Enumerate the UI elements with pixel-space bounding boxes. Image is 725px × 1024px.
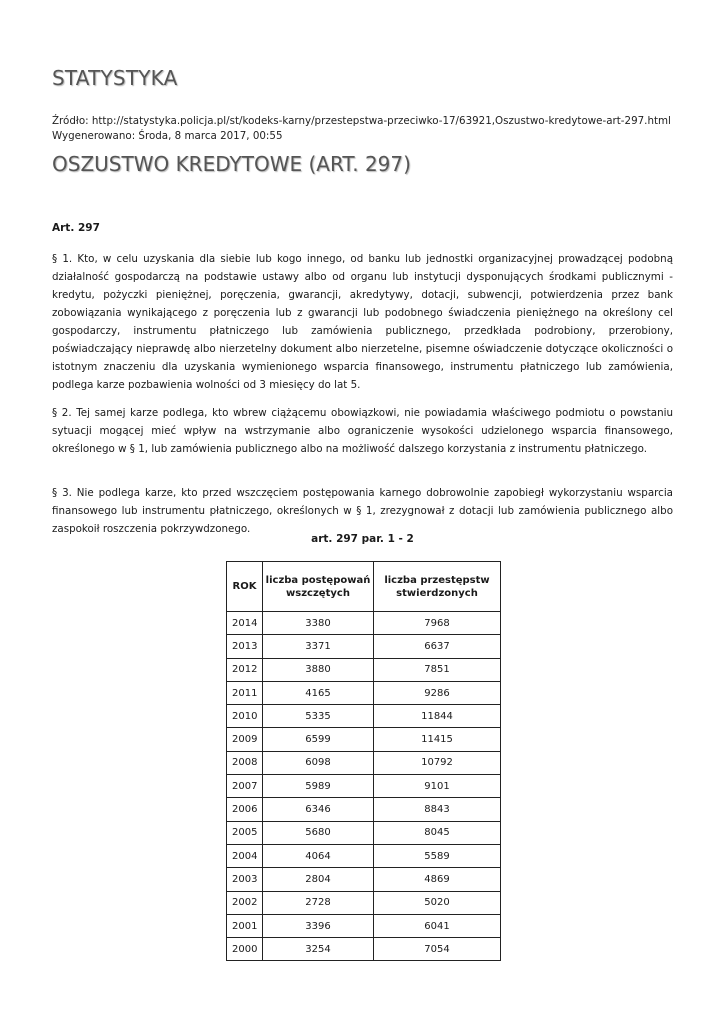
cell-offences: 7054 (374, 938, 501, 961)
cell-proceedings: 2728 (263, 891, 374, 914)
cell-year: 2013 (227, 635, 263, 658)
cell-proceedings: 6599 (263, 728, 374, 751)
cell-offences: 4869 (374, 868, 501, 891)
cell-proceedings: 5680 (263, 821, 374, 844)
document-meta (52, 114, 671, 144)
cell-offences: 6637 (374, 635, 501, 658)
cell-offences: 11844 (374, 705, 501, 728)
table-header-row (227, 562, 501, 612)
cell-proceedings: 6346 (263, 798, 374, 821)
cell-offences: 7968 (374, 612, 501, 635)
cell-offences: 8843 (374, 798, 501, 821)
table-row (227, 751, 501, 774)
cell-year: 2000 (227, 938, 263, 961)
cell-offences: 11415 (374, 728, 501, 751)
statistics-table (226, 561, 501, 961)
cell-proceedings: 5335 (263, 705, 374, 728)
cell-year: 2014 (227, 612, 263, 635)
cell-proceedings: 3254 (263, 938, 374, 961)
cell-proceedings: 4064 (263, 844, 374, 867)
table-row (227, 728, 501, 751)
cell-proceedings: 4165 (263, 681, 374, 704)
column-header-offences: liczba przestępstw stwierdzonych (374, 562, 501, 612)
cell-year: 2002 (227, 891, 263, 914)
art-heading: Art. 297 (52, 222, 100, 234)
cell-proceedings: 3396 (263, 914, 374, 937)
cell-offences: 5020 (374, 891, 501, 914)
cell-proceedings: 3371 (263, 635, 374, 658)
cell-year: 2007 (227, 775, 263, 798)
cell-proceedings: 3380 (263, 612, 374, 635)
table-row (227, 658, 501, 681)
table-row (227, 844, 501, 867)
cell-offences: 9286 (374, 681, 501, 704)
paragraph-3: § 3. Nie podlega karze, kto przed wszczęciem postępowania karnego dobrowolnie zapobiegł wykorzystaniu wsparcia finansowego lub instrumentu płatniczego, określonych w § 1, zrezygnował z dotacji lub zamówienia publicznego albo zaspokoił roszczenia pokrzywdzonego. (52, 487, 673, 535)
table-row (227, 891, 501, 914)
table-row (227, 635, 501, 658)
site-title: STATYSTYKA (52, 66, 178, 90)
cell-proceedings: 3880 (263, 658, 374, 681)
column-header-proceedings: liczba postępowań wszczętych (263, 562, 374, 612)
cell-offences: 9101 (374, 775, 501, 798)
table-caption: art. 297 par. 1 - 2 (311, 533, 414, 545)
cell-offences: 5589 (374, 844, 501, 867)
table-row (227, 938, 501, 961)
cell-proceedings: 5989 (263, 775, 374, 798)
table-row (227, 914, 501, 937)
paragraph-1: § 1. Kto, w celu uzyskania dla siebie lub kogo innego, od banku lub jednostki organizacyjnej prowadzącej podobną działalność gospodarczą na podstawie ustawy albo od organu lub instytucji dysponujących środkami publicznymi - kredytu, pożyczki pieniężnej, poręczenia, gwarancji, akredytywy, dotacji, subwencji, potwierdzenia przez bank zobowiązania wynikającego z poręczenia lub z gwarancji lub podobnego świadczenia pieniężnego na określony cel gospodarczy, instrumentu płatniczego lub zamówienia publicznego, przedkłada podrobiony, przerobiony, poświadczający nieprawdę albo nierzetelny dokument albo nierzetelne, pisemne oświadczenie dotyczące okoliczności o istotnym znaczeniu dla uzyskania wymienionego wsparcia finansowego, instrumentu płatniczego lub zamówienia, podlega karze pozbawienia wolności od 3 miesięcy do lat 5. (52, 253, 673, 391)
cell-offences: 6041 (374, 914, 501, 937)
cell-offences: 10792 (374, 751, 501, 774)
table-body (227, 612, 501, 961)
cell-year: 2010 (227, 705, 263, 728)
cell-offences: 7851 (374, 658, 501, 681)
cell-year: 2009 (227, 728, 263, 751)
column-header-year: ROK (227, 562, 263, 612)
table-row (227, 775, 501, 798)
table-row (227, 798, 501, 821)
cell-year: 2005 (227, 821, 263, 844)
table-row (227, 868, 501, 891)
cell-year: 2003 (227, 868, 263, 891)
table-row (227, 821, 501, 844)
cell-offences: 8045 (374, 821, 501, 844)
cell-year: 2001 (227, 914, 263, 937)
table-row (227, 705, 501, 728)
cell-year: 2011 (227, 681, 263, 704)
cell-proceedings: 6098 (263, 751, 374, 774)
cell-year: 2006 (227, 798, 263, 821)
generated-line: Wygenerowano: Środa, 8 marca 2017, 00:55 (52, 130, 283, 142)
table-row (227, 681, 501, 704)
source-line: Źródło: http://statystyka.policja.pl/st/kodeks-karny/przestepstwa-przeciwko-17/63921,Oszustwo-kredytowe-art-297.html (52, 115, 671, 127)
cell-year: 2008 (227, 751, 263, 774)
cell-year: 2004 (227, 844, 263, 867)
cell-proceedings: 2804 (263, 868, 374, 891)
cell-year: 2012 (227, 658, 263, 681)
paragraph-2: § 2. Tej samej karze podlega, kto wbrew ciążącemu obowiązkowi, nie powiadamia właściwego podmiotu o powstaniu sytuacji mogącej mieć wpływ na wstrzymanie albo ograniczenie wysokości udzielonego wsparcia finansowego, określonego w § 1, lub zamówienia publicznego albo na możliwość dalszego korzystania z instrumentu płatniczego. (52, 407, 673, 455)
article-title: OSZUSTWO KREDYTOWE (ART. 297) (52, 152, 411, 176)
table-row (227, 612, 501, 635)
